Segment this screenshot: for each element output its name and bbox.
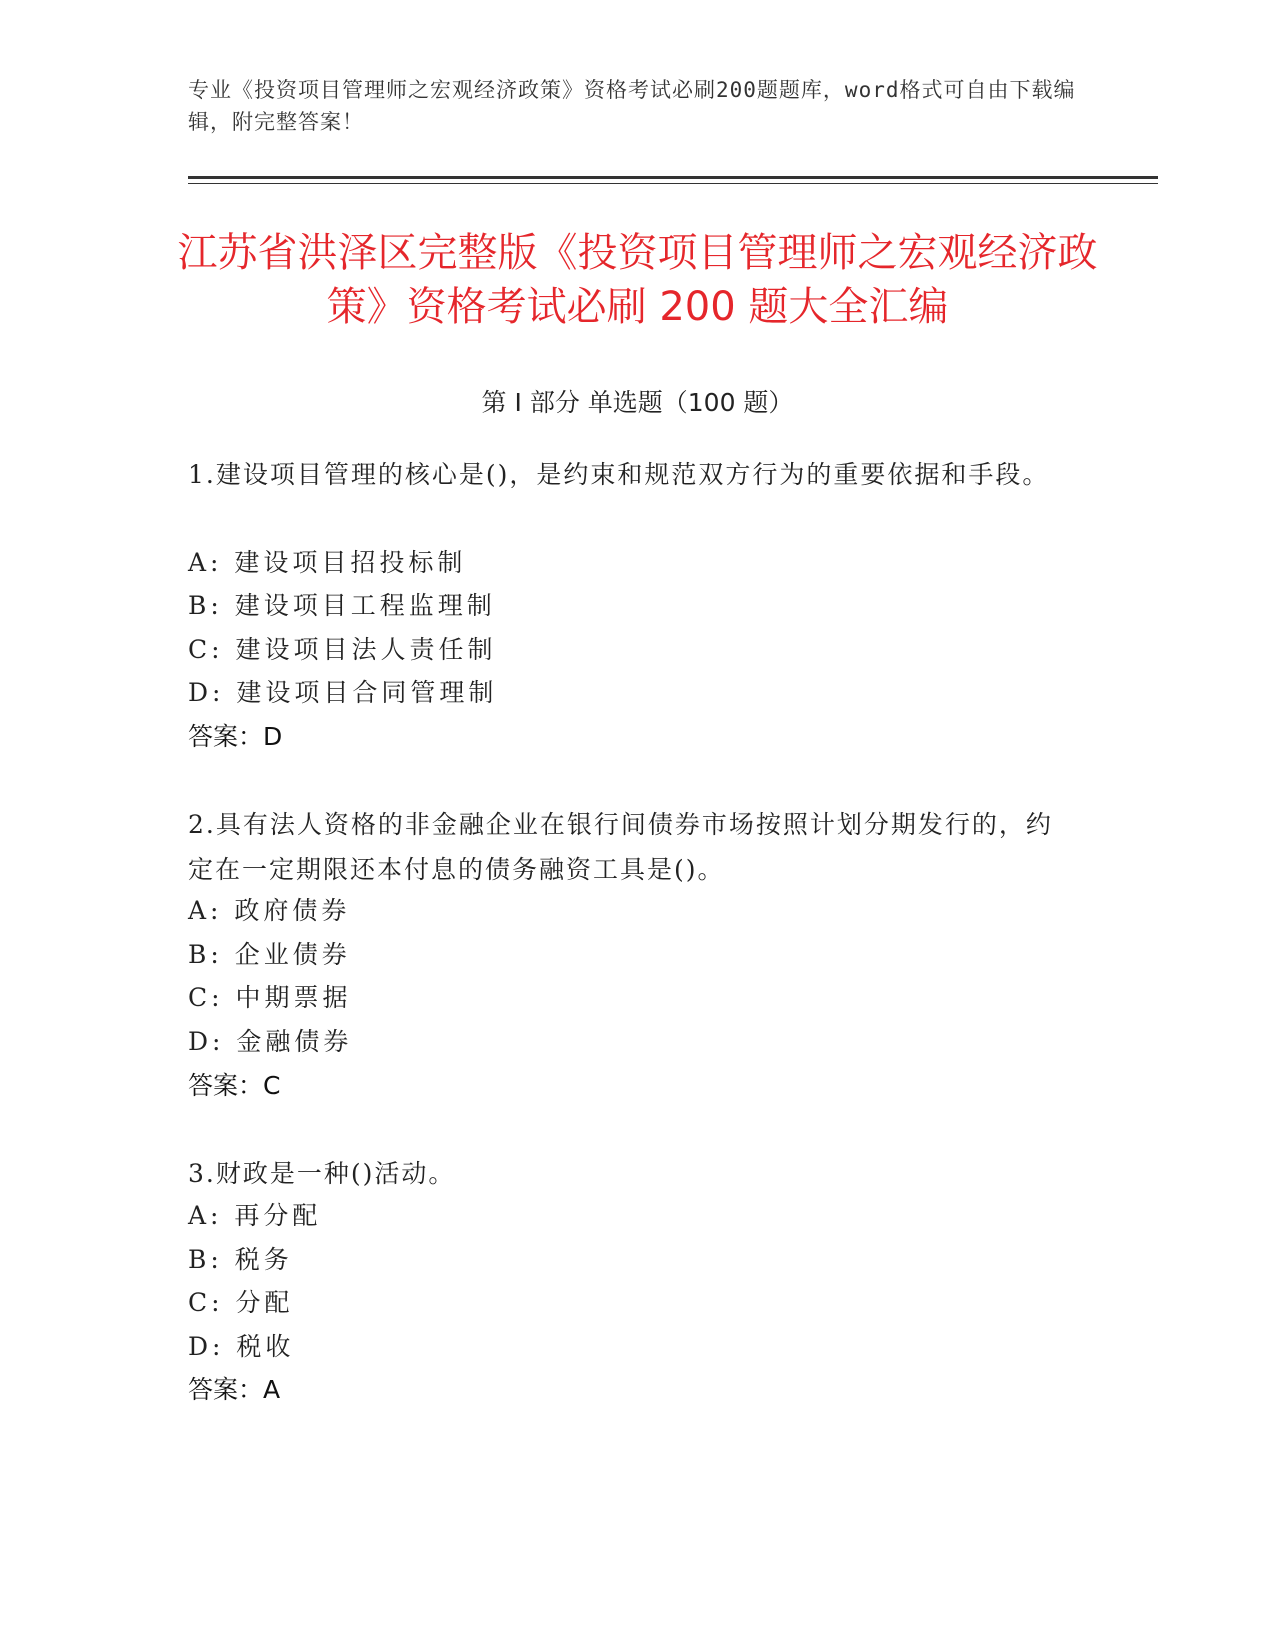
question-1-answer: 答案：D [188, 722, 283, 751]
question-2-stem: 2.具有法人资格的非金融企业在银行间债券市场按照计划分期发行的，约定在一定期限还本付息的债务融资工具是()。 [188, 810, 1053, 884]
question-3-stem: 3.财政是一种()活动。 [188, 1159, 456, 1188]
question-2-option-a: A: 政府债券 [188, 896, 351, 925]
question-3-option-a: A: 再分配 [188, 1201, 322, 1230]
question-3-option-b: B: 税务 [188, 1245, 293, 1274]
header-rule-thin [188, 183, 1158, 184]
section-heading: 第 I 部分 单选题（100 题） [481, 388, 794, 417]
document-title: 江苏省洪泽区完整版《投资项目管理师之宏观经济政策》资格考试必刷 200 题大全汇编 [177, 230, 1098, 330]
question-1-stem: 1.建设项目管理的核心是()，是约束和规范双方行为的重要依据和手段。 [188, 460, 1050, 489]
header-note: 专业《投资项目管理师之宏观经济政策》资格考试必刷200题题库，word格式可自由下载编辑，附完整答案！ [188, 78, 1076, 134]
question-2-option-d: D: 金融债券 [188, 1027, 353, 1056]
question-2-option-b: B: 企业债券 [188, 940, 351, 969]
question-3-answer: 答案：A [188, 1375, 281, 1404]
question-1-option-a: A: 建设项目招投标制 [188, 548, 467, 577]
header-rule-thick [188, 176, 1158, 179]
question-3-option-c: C: 分配 [188, 1288, 294, 1317]
question-1-option-d: D: 建设项目合同管理制 [188, 678, 498, 707]
question-1-option-c: C: 建设项目法人责任制 [188, 635, 497, 664]
question-2-answer: 答案：C [188, 1071, 281, 1100]
question-1-option-b: B: 建设项目工程监理制 [188, 591, 496, 620]
question-3-option-d: D: 税收 [188, 1332, 295, 1361]
question-2-option-c: C: 中期票据 [188, 983, 352, 1012]
